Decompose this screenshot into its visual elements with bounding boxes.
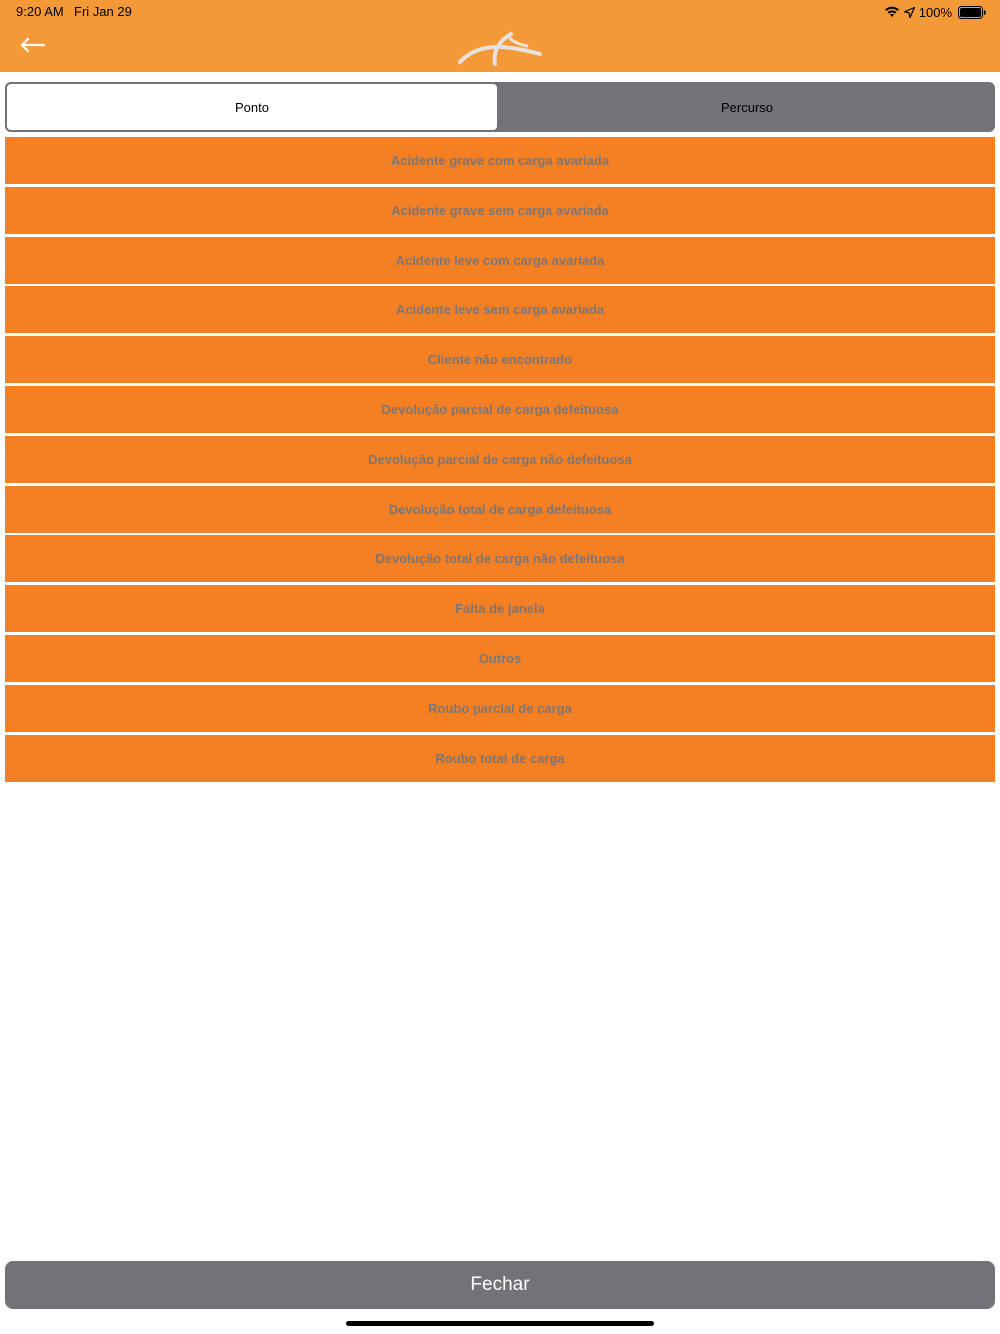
wifi-icon [884,6,900,18]
status-date: Fri Jan 29 [74,4,132,19]
occurrence-list [5,137,995,784]
list-item[interactable]: Devolução parcial de carga defeituosa [5,386,995,433]
home-indicator [346,1321,654,1326]
list-item[interactable]: Outros [5,635,995,682]
brand-logo [455,28,545,68]
status-indicators [884,4,986,20]
battery-icon [958,6,986,19]
segment-ponto[interactable]: Ponto [5,82,499,132]
close-button[interactable]: Fechar [5,1261,995,1309]
list-item[interactable]: Roubo parcial de carga [5,685,995,732]
arrow-left-icon [19,37,45,58]
list-item[interactable]: Falta de janela [5,585,995,632]
list-item[interactable]: Devolução total de carga defeituosa [5,486,995,533]
list-item[interactable]: Acidente leve com carga avariada [5,237,995,284]
list-item[interactable]: Roubo total de carga [5,735,995,782]
list-item[interactable]: Devolução parcial de carga não defeituosa [5,436,995,483]
segment-percurso[interactable]: Percurso [720,99,774,115]
list-item[interactable]: Devolução total de carga não defeituosa [5,535,995,582]
list-item[interactable]: Acidente leve sem carga avariada [5,286,995,333]
list-item[interactable]: Acidente grave sem carga avariada [5,187,995,234]
list-item[interactable]: Acidente grave com carga avariada [5,137,995,184]
location-arrow-icon [904,7,915,18]
status-time: 9:20 AM [16,4,64,19]
battery-percent: 100% [918,4,952,20]
top-bar [0,0,1000,72]
list-item[interactable]: Cliente não encontrado [5,336,995,383]
segmented-control [5,82,995,132]
back-button[interactable] [14,32,50,62]
